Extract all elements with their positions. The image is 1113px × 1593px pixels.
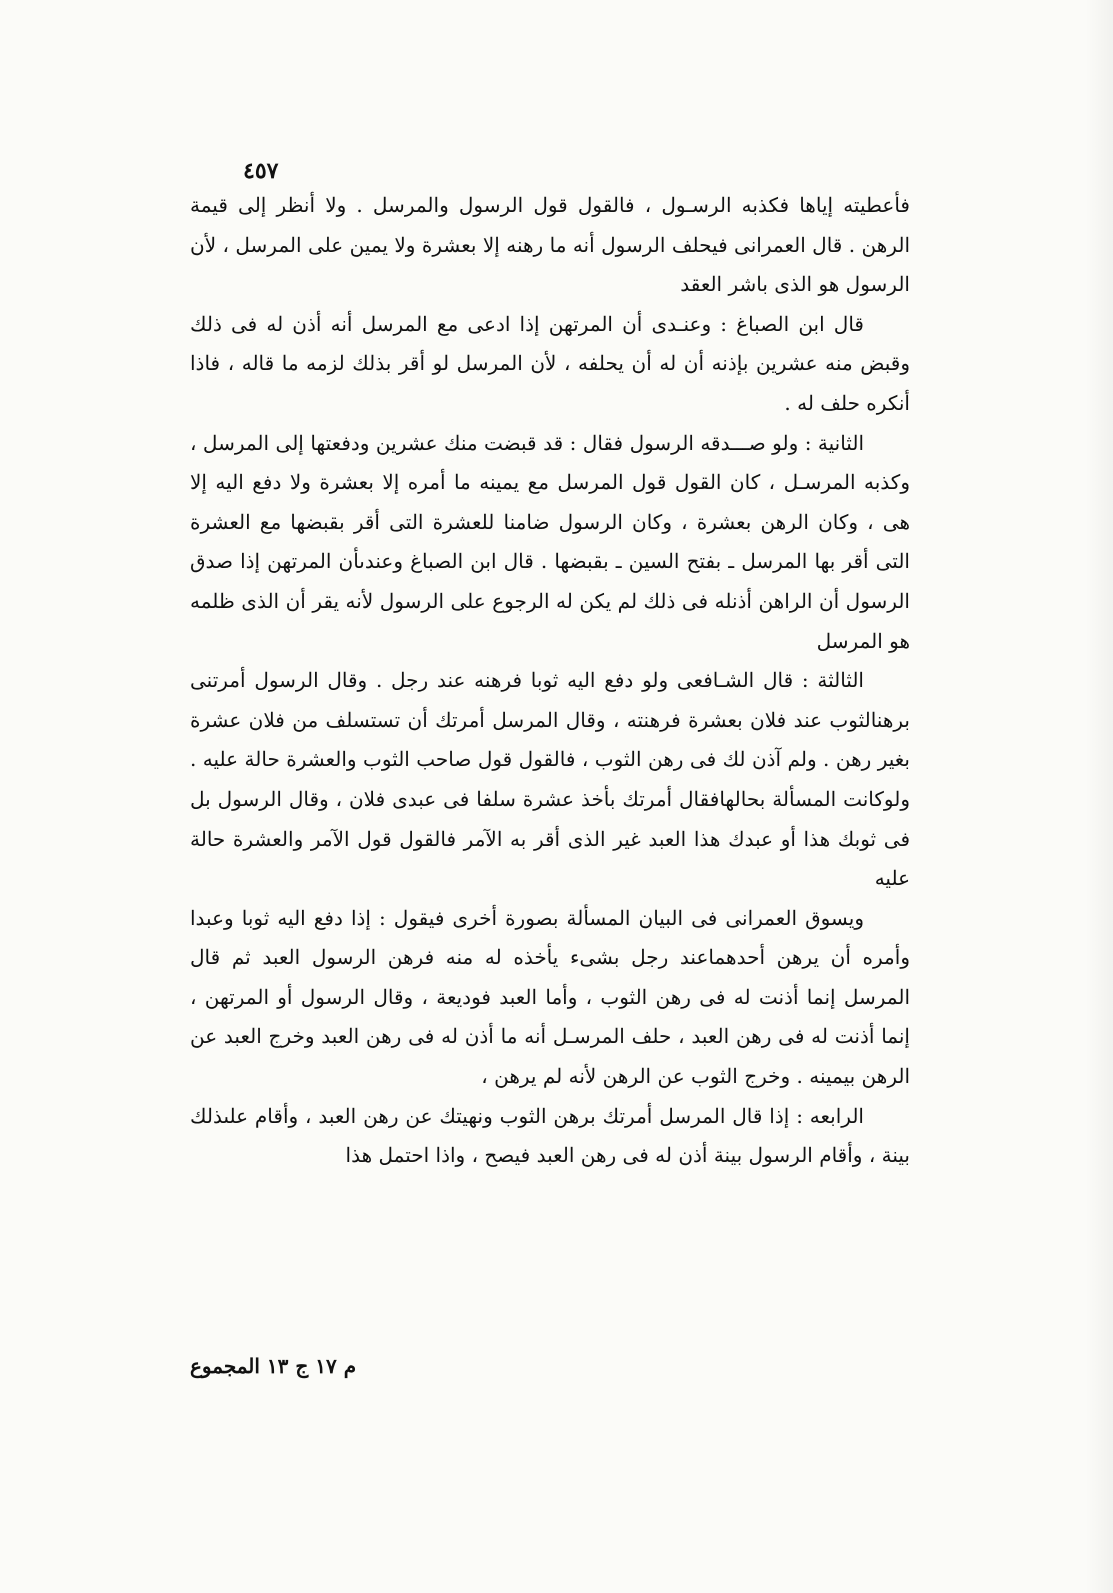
scan-edge-shading bbox=[1085, 0, 1113, 1593]
body-text bbox=[190, 186, 910, 1176]
page-number: ٤٥٧ bbox=[243, 158, 279, 184]
paragraph-4: الثالثة : قال الشـافعى ولو دفع اليه ثوبا فرهنه عند رجل . وقال الرسول أمرتنى برهنالثوب عند فلان بعشرة فرهنته ، وقال المرسل أمرتك أن تستسلف من فلان عشرة بغير رهن . ولم آذن لك فى رهن الثوب ، فالقول قول صاحب الثوب والعشرة حالة عليه . ولوكانت المسألة بحالهافقال أمرتك بأخذ عشرة سلفا فى عبدى فلان ، وقال الرسول بل فى ثوبك هذا أو عبدك هذا العبد غير الذى أقر به الآمر فالقول قول الآمر والعشرة حالة عليه bbox=[190, 668, 910, 891]
paragraph-1: فأعطيته إياها فكذبه الرسـول ، فالقول قول الرسول والمرسل . ولا أنظر إلى قيمة الرهن . قال العمرانى فيحلف الرسول أنه ما رهنه إلا بعشرة ولا يمين على المرسل ، لأن الرسول هو الذى باشر العقد bbox=[190, 193, 910, 297]
paragraph-6: الرابعه : إذا قال المرسل أمرتك برهن الثوب ونهيتك عن رهن العبد ، وأقام علىذلك بينة ، وأقام الرسول بينة أذن له فى رهن العبد فيصح ، واذا احتمل هذا bbox=[190, 1103, 910, 1168]
paragraph-2: قال ابن الصباغ : وعنـدى أن المرتهن إذا ادعى مع المرسل أنه أذن له فى ذلك وقبض منه عشرين بإذنه أن له أن يحلفه ، لأن المرسل لو أقر بذلك لزمه ما قاله ، فاذا أنكره حلف له . bbox=[190, 311, 910, 415]
paragraph-5: ويسوق العمرانى فى البيان المسألة بصورة أخرى فيقول : إذا دفع اليه ثوبا وعبدا وأمره أن يرهن أحدهماعند رجل بشىء يأخذه له منه فرهن الرسول العبد ثم قال المرسل إنما أذنت له فى رهن الثوب ، وأما العبد فوديعة ، وقال الرسول أو المرتهن ، إنما أذنت له فى رهن العبد ، حلف المرسـل أنه ما أذن له فى رهن العبد وخرج العبد عن الرهن بيمينه . وخرج الثوب عن الرهن لأنه لم يرهن ، bbox=[190, 905, 910, 1089]
footer-signature: م ١٧ ج ١٣ المجموع bbox=[190, 1354, 357, 1378]
paragraph-3: الثانية : ولو صـــدقه الرسول فقال : قد قبضت منك عشرين ودفعتها إلى المرسل ، وكذبه المرسـل ، كان القول قول المرسل مع يمينه ما أمره إلا بعشرة ولا دفع اليه إلا هى ، وكان الرهن بعشرة ، وكان الرسول ضامنا للعشرة التى أقر بقبضها مع العشرة التى أقر بها المرسل ـ بفتح السين ـ بقبضها . قال ابن الصباغ وعندىأن المرتهن إذا صدق الرسول أن الراهن أذنله فى ذلك لم يكن له الرجوع على الرسول لأنه يقر أن الذى ظلمه هو المرسل bbox=[190, 430, 910, 653]
